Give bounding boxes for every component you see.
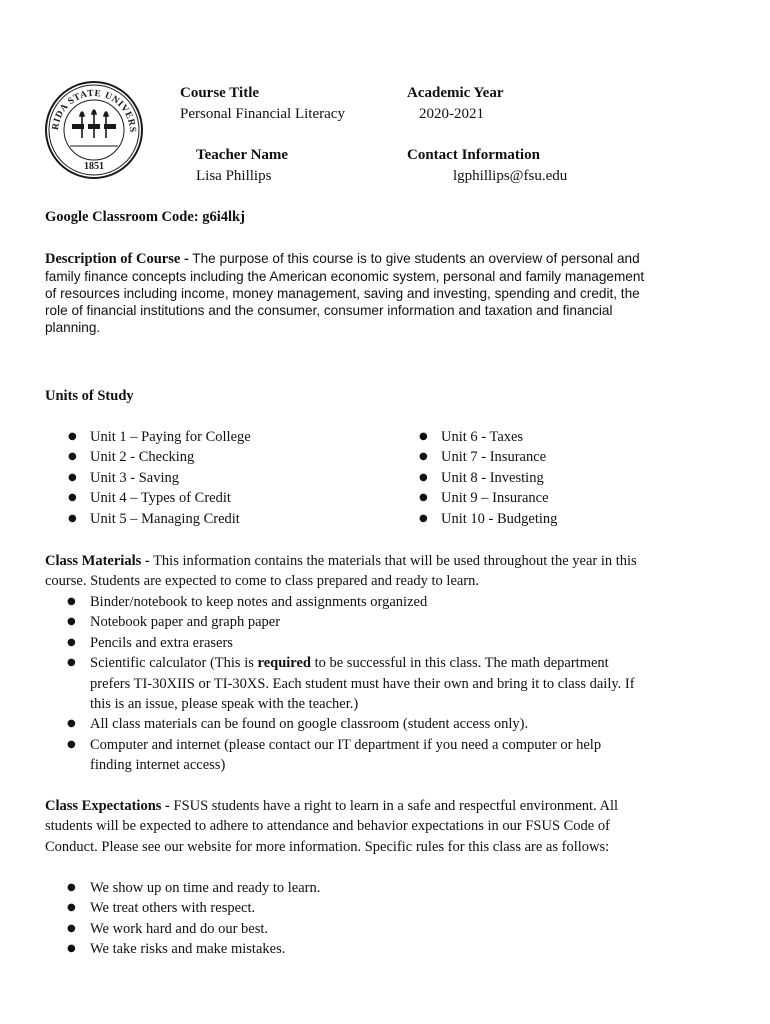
contact-label: Contact Information <box>407 147 540 163</box>
materials-list <box>67 592 647 776</box>
list-item: ● Unit 1 – Paying for College <box>68 427 251 447</box>
description-text: The purpose of this course is to give students an overview of personal and family finance concepts including the American economic system, personal and family management of resources including income, money management, saving and investing, spending and credit, the role of financial institutions and the consumer, consumer information and taxation and financial planning. <box>45 251 645 335</box>
calculator-pre: Scientific calculator (This is <box>90 655 258 672</box>
teacher-name-label: Teacher Name <box>196 147 289 163</box>
list-item: ● Unit 6 - Taxes <box>419 427 557 447</box>
course-title-label: Course Title <box>180 85 260 101</box>
teacher-name-value: Lisa Phillips <box>196 168 272 184</box>
list-item: ● Unit 3 - Saving <box>68 468 251 488</box>
list-item: ● Notebook paper and graph paper <box>67 612 647 632</box>
academic-year-value: 2020-2021 <box>419 106 484 122</box>
list-item: ● We treat others with respect. <box>67 898 647 918</box>
list-item: ● Unit 5 – Managing Credit <box>68 509 251 529</box>
units-heading: Units of Study <box>45 388 134 404</box>
calculator-required: required <box>257 655 311 672</box>
materials-intro <box>45 551 640 592</box>
list-item: ● We take risks and make mistakes. <box>67 939 647 959</box>
calculator-post: to be successful in this class. The math department prefers TI-30XIIS or TI-30XS. Each student must have their own and bring it to class daily. If this is an issue, please speak with the teacher.) <box>90 655 635 713</box>
list-item: ● Unit 4 – Types of Credit <box>68 488 251 508</box>
list-item: ● Computer and internet (please contact our IT department if you need a computer or help finding internet access) <box>67 735 635 776</box>
list-item: ● All class materials can be found on google classroom (student access only). <box>67 714 647 734</box>
list-item: ● Unit 2 - Checking <box>68 447 251 467</box>
description-label: Description of Course - <box>45 251 189 267</box>
units-list-left <box>68 427 251 529</box>
classroom-code: Google Classroom Code: g6i4lkj <box>45 209 245 225</box>
university-seal <box>44 80 144 180</box>
list-item: ● Unit 10 - Budgeting <box>419 509 557 529</box>
units-list-right <box>419 427 557 529</box>
course-description <box>45 250 650 336</box>
list-item <box>67 653 635 714</box>
university-seal-icon <box>44 80 144 180</box>
academic-year-label: Academic Year <box>407 85 504 101</box>
list-item: ● We show up on time and ready to learn. <box>67 878 647 898</box>
list-item: ● Unit 9 – Insurance <box>419 488 557 508</box>
expectations-text: FSUS students have a right to learn in a safe and respectful environment. All students will be expected to adhere to attendance and behavior expectations in our FSUS Code of Conduct. Please see our website for more information. Specific rules for this class are as follows: <box>45 798 619 855</box>
list-item: ● Binder/notebook to keep notes and assignments organized <box>67 592 647 612</box>
materials-label: Class Materials - <box>45 553 150 569</box>
seal-year: 1851 <box>84 161 104 172</box>
expectations-list <box>67 878 647 960</box>
expectations-intro <box>45 796 630 857</box>
list-item: ● Unit 8 - Investing <box>419 468 557 488</box>
list-item: ● We work hard and do our best. <box>67 919 647 939</box>
contact-email[interactable]: lgphillips@fsu.edu <box>453 168 568 184</box>
list-item: ● Unit 7 - Insurance <box>419 447 557 467</box>
expectations-label: Class Expectations - <box>45 798 170 814</box>
course-title-value: Personal Financial Literacy <box>180 106 345 122</box>
materials-text: This information contains the materials that will be used throughout the year in this course. Students are expected to come to class prepared and ready to learn. <box>45 553 637 590</box>
seal-top-text: RIDA STATE UNIVERS <box>50 88 138 134</box>
list-item: ● Pencils and extra erasers <box>67 633 647 653</box>
